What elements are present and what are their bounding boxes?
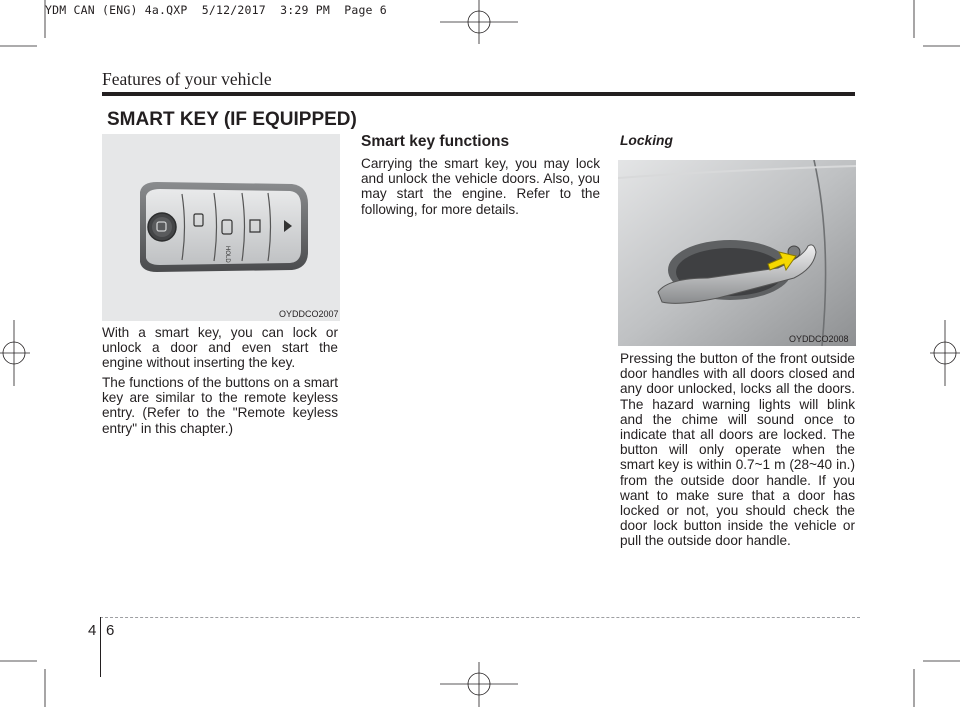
intro-paragraph: With a smart key, you can lock or unlock a door and even start the engine without inserting the key. [102,325,338,371]
section-title: SMART KEY (IF EQUIPPED) [107,109,357,130]
page-number: 6 [106,622,115,639]
smart-key-illustration [102,134,340,321]
smart-key-functions-paragraph: Carrying the smart key, you may lock and unlock the vehicle doors. Also, you may start the engine. Refer to the following, for more details. [361,156,600,217]
header-rule [102,92,855,96]
hold-label: HOLD [224,246,230,263]
figure-code-2008: OYDDCO2008 [789,334,849,344]
print-slug: YDM CAN (ENG) 4a.QXP 5/12/2017 3:29 PM Page 6 [45,3,387,17]
locking-paragraph: Pressing the button of the front outside door handles with all doors closed and any door unlocked, locks all the doors. The hazard warning lights will blink and the chime will sound once to indicate that all doors are locked. The button will only operate when the smart key is within 0.7~1 m (28~40 in.) from the outside door handle. If you want to make sure that a door has locked or not, you should check the door lock button inside the vehicle or pull the outside door handle. [620,351,855,549]
header-title: Features of your vehicle [102,69,272,89]
figure-code-2007: OYDDCO2007 [279,309,339,319]
smart-key-functions-heading: Smart key functions [361,133,510,150]
door-handle-illustration [618,160,856,346]
door-handle-figure [618,160,856,346]
functions-paragraph: The functions of the buttons on a smart key are similar to the remote keyless entry. (Refer to the "Remote keyless entry" in this chapter.) [102,375,338,436]
chapter-number: 4 [88,622,97,639]
smart-key-figure [102,134,340,321]
page-number-divider [100,617,101,677]
footer-dashed-rule [100,617,860,618]
locking-heading: Locking [620,133,673,148]
